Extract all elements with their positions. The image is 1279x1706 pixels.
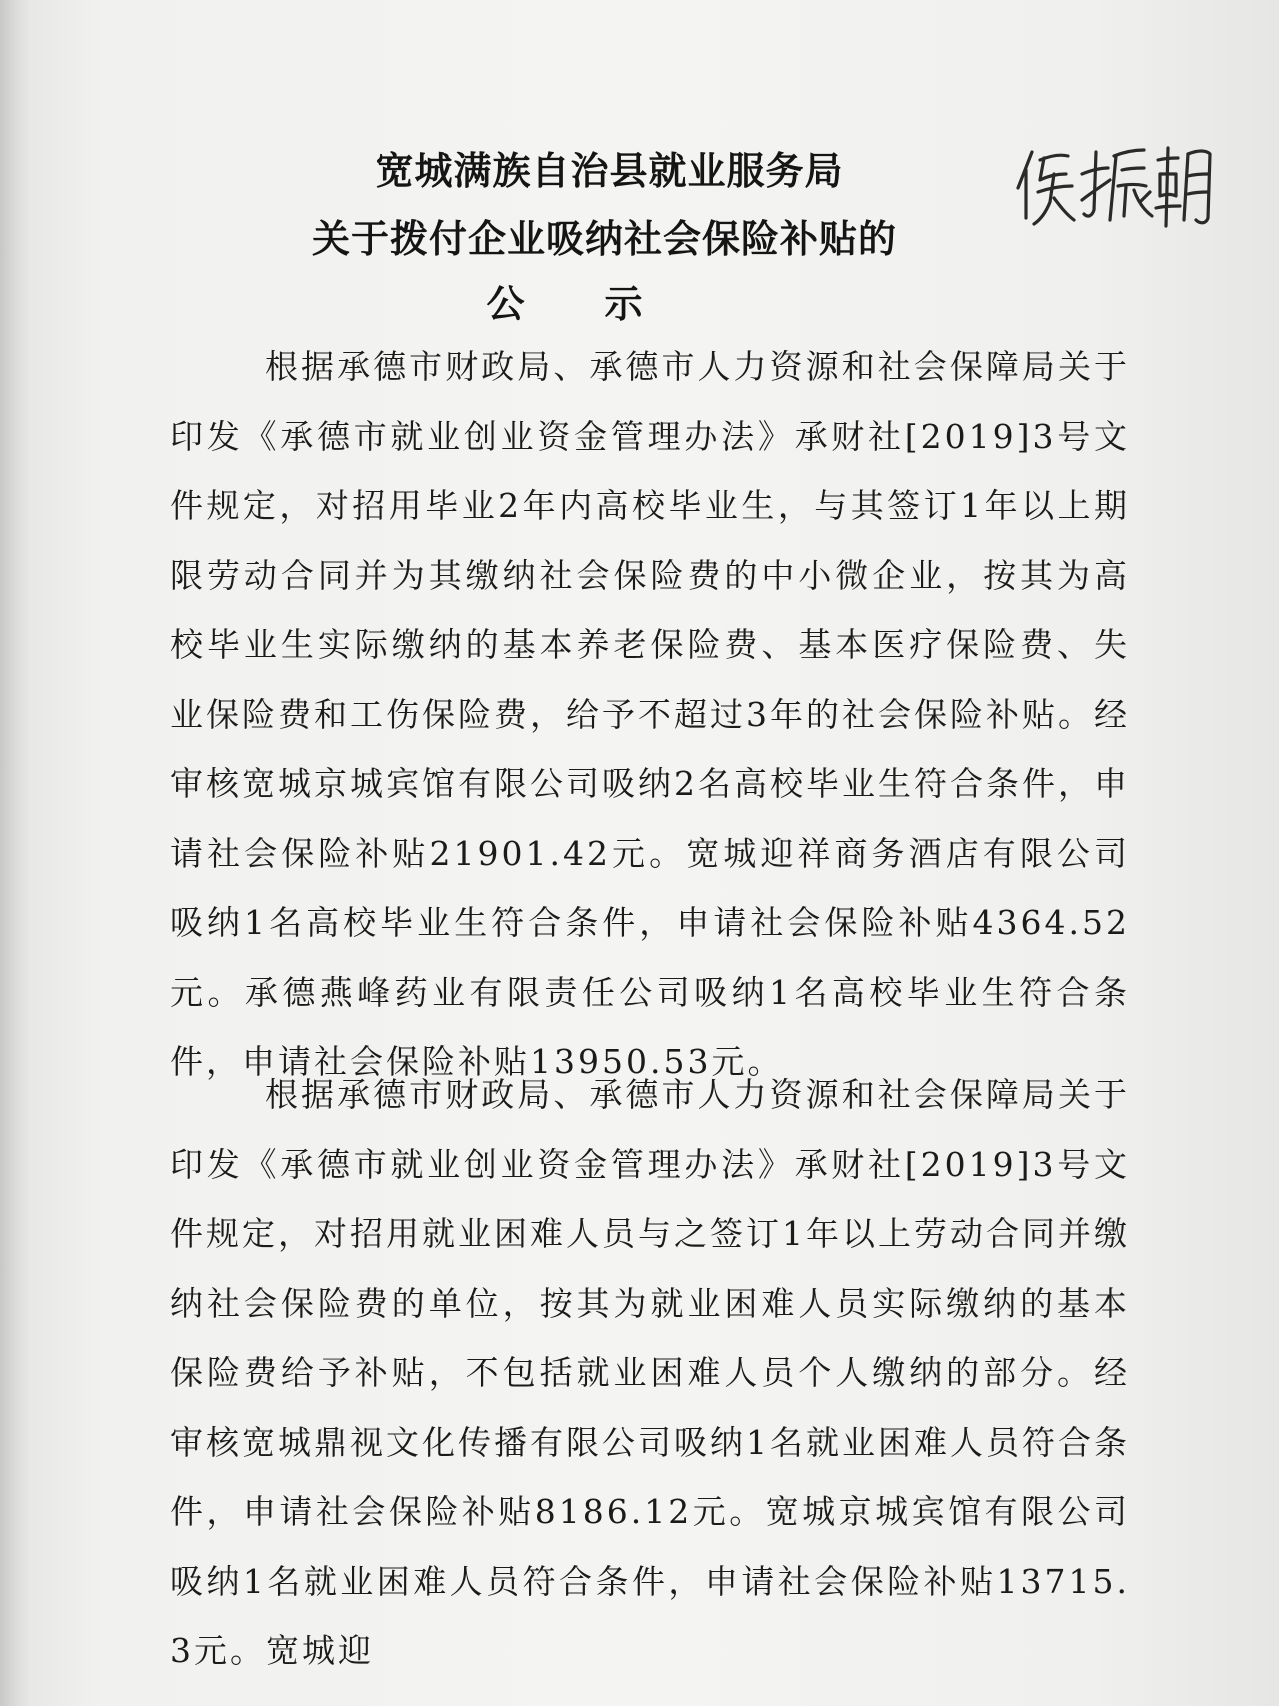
paragraph-graduates: 根据承德市财政局、承德市人力资源和社会保障局关于印发《承德市就业创业资金管理办法》承财社[2019]3号文件规定，对招用毕业2年内高校毕业生，与其签订1年以上期限劳动合同并为其缴纳社会保险费的中小微企业，按其为高校毕业生实际缴纳的基本养老保险费、基本医疗保险费、失业保险费和工伤保险费，给予不超过3年的社会保险补贴。经审核宽城京城宾馆有限公司吸纳2名高校毕业生符合条件，申请社会保险补贴21901.42元。宽城迎祥商务酒店有限公司吸纳1名高校毕业生符合条件，申请社会保险补贴4364.52元。承德燕峰药业有限责任公司吸纳1名高校毕业生符合条件，申请社会保险补贴13950.53元。 bbox=[170, 347, 1130, 1081]
handwritten-signature bbox=[1010, 140, 1220, 230]
paragraph-employment-difficulty: 根据承德市财政局、承德市人力资源和社会保障局关于印发《承德市就业创业资金管理办法》承财社[2019]3号文件规定，对招用就业困难人员与之签订1年以上劳动合同并缴纳社会保险费的单位，按其为就业困难人员实际缴纳的基本保险费给予补贴，不包括就业困难人员个人缴纳的部分。经审核宽城鼎视文化传播有限公司吸纳1名就业困难人员符合条件，申请社会保险补贴8186.12元。宽城京城宾馆有限公司吸纳1名就业困难人员符合条件，申请社会保险补贴13715.3元。宽城迎 bbox=[170, 1075, 1130, 1670]
title-line-2: 关于拨付企业吸纳社会保险补贴的 bbox=[311, 217, 897, 261]
title-line-3: 公示 bbox=[486, 282, 723, 326]
title-line-1: 宽城满族自治县就业服务局 bbox=[375, 149, 844, 193]
